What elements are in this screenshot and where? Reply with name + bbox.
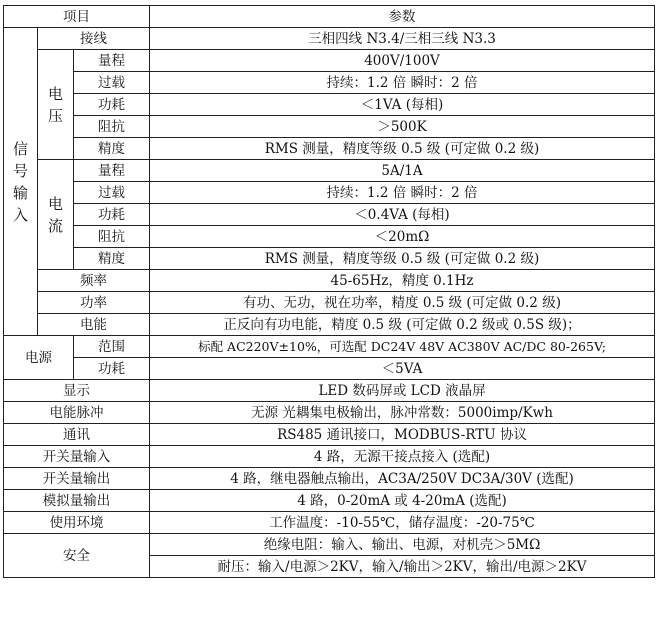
voltage-consumption-label: 功耗: [74, 94, 150, 116]
current-overload-value: 持续：1.2 倍 瞬时：2 倍: [150, 182, 655, 204]
voltage-label: 电压: [38, 50, 74, 160]
voltage-accuracy-value: RMS 测量，精度等级 0.5 级 (可定做 0.2 级): [150, 138, 655, 160]
switch-output-value: 4 路，继电器触点输出，AC3A/250V DC3A/30V (选配): [150, 468, 655, 490]
current-accuracy-value: RMS 测量，精度等级 0.5 级 (可定做 0.2 级): [150, 248, 655, 270]
wiring-value: 三相四线 N3.4/三相三线 N3.3: [150, 28, 655, 50]
power-supply-consumption-label: 功耗: [74, 358, 150, 380]
spec-table: [3, 5, 655, 578]
table-row: [4, 314, 655, 336]
power-supply-range-value: 标配 AC220V±10%，可选配 DC24V 48V AC380V AC/DC 80-265V;: [150, 336, 655, 358]
voltage-range-value: 400V/100V: [150, 50, 655, 72]
signal-input-label: 信号输入: [4, 28, 38, 336]
table-row: [4, 94, 655, 116]
table-row: [4, 424, 655, 446]
safety-insulation-value: 绝缘电阻：输入、输出、电源，对机壳＞5MΩ: [150, 534, 655, 556]
frequency-label: 频率: [38, 270, 150, 292]
power-value: 有功、无功，视在功率，精度 0.5 级 (可定做 0.2 级): [150, 292, 655, 314]
current-impedance-label: 阻抗: [74, 226, 150, 248]
table-row: [4, 534, 655, 556]
analog-output-value: 4 路，0-20mA 或 4-20mA (选配): [150, 490, 655, 512]
current-accuracy-label: 精度: [74, 248, 150, 270]
table-row: [4, 512, 655, 534]
table-row: [4, 490, 655, 512]
header-item: 项目: [4, 6, 150, 28]
table-row: [4, 292, 655, 314]
energy-value: 正反向有功电能，精度 0.5 级 (可定做 0.2 级或 0.5S 级)；: [150, 314, 655, 336]
table-row: [4, 50, 655, 72]
switch-output-label: 开关量输出: [4, 468, 150, 490]
table-row: [4, 380, 655, 402]
switch-input-value: 4 路，无源干接点接入 (选配): [150, 446, 655, 468]
power-supply-consumption-value: ＜5VA: [150, 358, 655, 380]
table-row: [4, 226, 655, 248]
table-row: [4, 72, 655, 94]
communication-value: RS485 通讯接口，MODBUS-RTU 协议: [150, 424, 655, 446]
power-supply-label: 电源: [4, 336, 74, 380]
voltage-accuracy-label: 精度: [74, 138, 150, 160]
safety-withstand-value: 耐压：输入/电源＞2KV，输入/输出＞2KV，输出/电源＞2KV: [150, 556, 655, 578]
current-impedance-value: ＜20mΩ: [150, 226, 655, 248]
display-label: 显示: [4, 380, 150, 402]
table-row: [4, 446, 655, 468]
voltage-consumption-value: ＜1VA (每相): [150, 94, 655, 116]
header-param: 参数: [150, 6, 655, 28]
switch-input-label: 开关量输入: [4, 446, 150, 468]
voltage-impedance-value: ＞500K: [150, 116, 655, 138]
table-row: [4, 204, 655, 226]
voltage-range-label: 量程: [74, 50, 150, 72]
current-label: 电流: [38, 160, 74, 270]
table-row: [4, 402, 655, 424]
table-row: [4, 248, 655, 270]
current-consumption-label: 功耗: [74, 204, 150, 226]
energy-label: 电能: [38, 314, 150, 336]
table-row: [4, 468, 655, 490]
current-range-label: 量程: [74, 160, 150, 182]
table-row: [4, 138, 655, 160]
communication-label: 通讯: [4, 424, 150, 446]
voltage-overload-value: 持续：1.2 倍 瞬时：2 倍: [150, 72, 655, 94]
current-range-value: 5A/1A: [150, 160, 655, 182]
environment-value: 工作温度：-10-55℃，储存温度：-20-75℃: [150, 512, 655, 534]
display-value: LED 数码屏或 LCD 液晶屏: [150, 380, 655, 402]
frequency-value: 45-65Hz，精度 0.1Hz: [150, 270, 655, 292]
power-supply-range-label: 范围: [74, 336, 150, 358]
current-overload-label: 过载: [74, 182, 150, 204]
current-consumption-value: ＜0.4VA (每相): [150, 204, 655, 226]
wiring-label: 接线: [38, 28, 150, 50]
table-header-row: [4, 6, 655, 28]
power-label: 功率: [38, 292, 150, 314]
table-row: [4, 160, 655, 182]
table-row: [4, 336, 655, 358]
table-row: [4, 358, 655, 380]
table-row: [4, 182, 655, 204]
environment-label: 使用环境: [4, 512, 150, 534]
voltage-impedance-label: 阻抗: [74, 116, 150, 138]
voltage-overload-label: 过载: [74, 72, 150, 94]
table-row: [4, 28, 655, 50]
energy-pulse-value: 无源 光耦集电极输出，脉冲常数：5000imp/Kwh: [150, 402, 655, 424]
table-row: [4, 116, 655, 138]
analog-output-label: 模拟量输出: [4, 490, 150, 512]
energy-pulse-label: 电能脉冲: [4, 402, 150, 424]
table-row: [4, 270, 655, 292]
safety-label: 安全: [4, 534, 150, 578]
